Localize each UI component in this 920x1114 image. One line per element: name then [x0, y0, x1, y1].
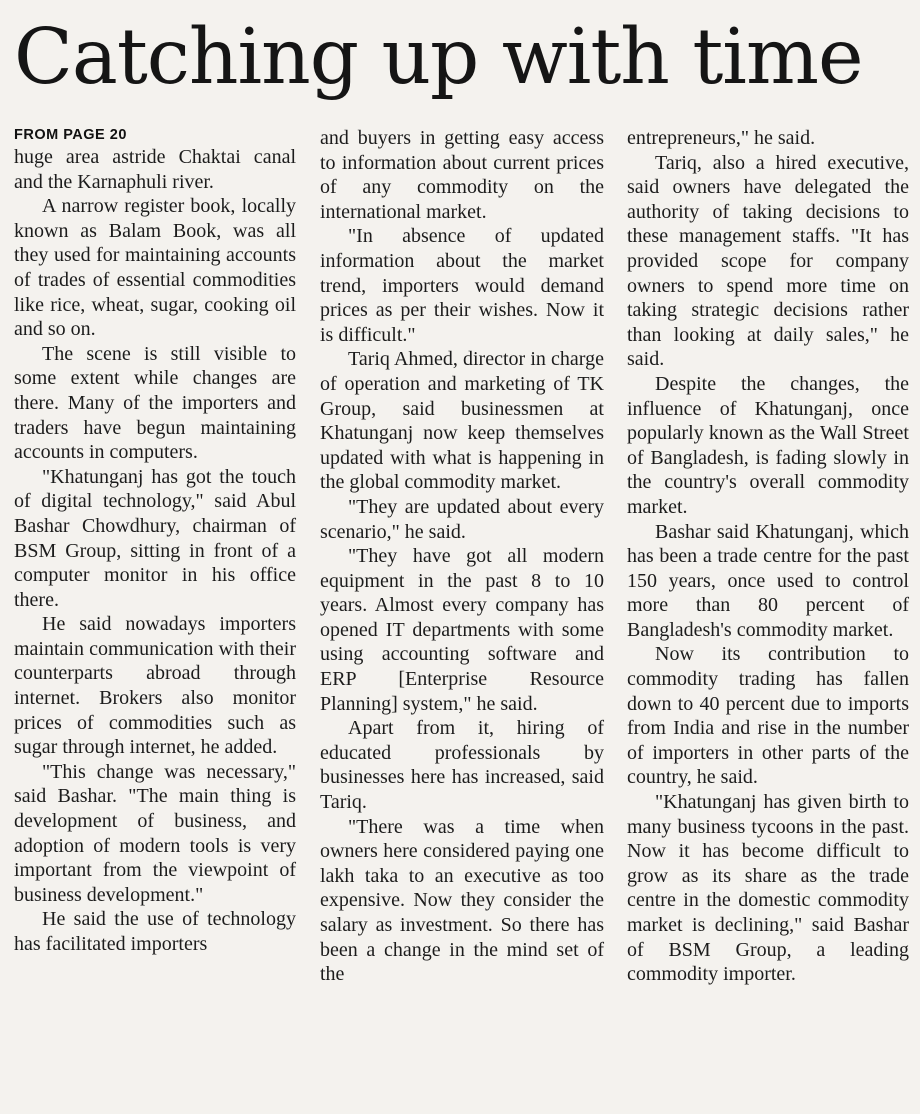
paragraph: Tariq Ahmed, director in charge of operation and marketing of TK Group, said businessmen at Khatunganj now keep themselves updated with what is happening in the global commodity market.: [320, 348, 604, 494]
column-3: [627, 126, 909, 987]
paragraph: entrepreneurs," he said.: [627, 127, 816, 149]
paragraph: Apart from it, hiring of educated professionals by businesses here has increased, said Tariq.: [320, 717, 604, 814]
paragraph: "There was a time when owners here considered paying one lakh taka to an executive as too expensive. Now they consider the salary as investment. So there has been a change in the mind set of the: [320, 815, 604, 986]
paragraph: The scene is still visible to some extent while changes are there. Many of the importers and traders have begun maintaining accounts in computers.: [14, 342, 296, 464]
jump-label: FROM PAGE 20: [14, 127, 127, 143]
paragraph: huge area astride Chaktai canal and the Karnaphuli river.: [14, 146, 296, 193]
paragraph: "Khatunganj has given birth to many business tycoons in the past. Now it has become difficult to grow as its share as the trade centre in the domestic commodity market is declining," said Bashar of BSM Group, a leading commodity importer.: [627, 791, 909, 986]
paragraph: "They are updated about every scenario," he said.: [320, 495, 604, 543]
column-2: [320, 126, 604, 987]
headline: Catching up with time: [14, 13, 863, 102]
paragraph: "This change was necessary," said Bashar. "The main thing is development of business, and adoption of modern tools is very important from the viewpoint of business development.": [14, 760, 296, 906]
paragraph: Tariq, also a hired executive, said owners have delegated the authority of taking decisions to these management staffs. "It has provided scope for company owners to spend more time on taking strategic decisions rather than looking at daily sales," he said.: [627, 151, 909, 371]
paragraph: Now its contribution to commodity trading has fallen down to 40 percent due to imports from India and rise in the number of importers in other parts of the country, he said.: [627, 643, 909, 789]
column-1: [14, 127, 296, 957]
paragraph: Despite the changes, the influence of Khatunganj, once popularly known as the Wall Street of Bangladesh, is fading slowly in the country's overall commodity market.: [627, 372, 909, 518]
paragraph: Bashar said Khatunganj, which has been a trade centre for the past 150 years, once used to control more than 80 percent of Bangladesh's commodity market.: [627, 520, 909, 641]
paragraph: "They have got all modern equipment in the past 8 to 10 years. Almost every company has opened IT departments with some using accounting software and ERP [Enterprise Resource Planning] system," he said.: [320, 545, 604, 715]
paragraph: He said nowadays importers maintain communication with their counterparts abroad through internet. Brokers also monitor prices of commodities such as sugar through internet, he added.: [14, 613, 296, 759]
paragraph: He said the use of technology has facilitated importers: [14, 908, 296, 955]
paragraph: A narrow register book, locally known as Balam Book, was all they used for maintaining accounts of trades of essential commodities like rice, wheat, sugar, cooking oil and so on.: [14, 195, 296, 341]
paragraph: "In absence of updated information about the market trend, importers would demand prices as per their wishes. Now it is difficult.": [320, 225, 604, 346]
paragraph: and buyers in getting easy access to information about current prices of any commodity on the international market.: [320, 127, 604, 223]
paragraph: "Khatunganj has got the touch of digital technology," said Abul Bashar Chowdhury, chairman of BSM Group, sitting in front of a computer monitor in his office there.: [14, 465, 296, 611]
